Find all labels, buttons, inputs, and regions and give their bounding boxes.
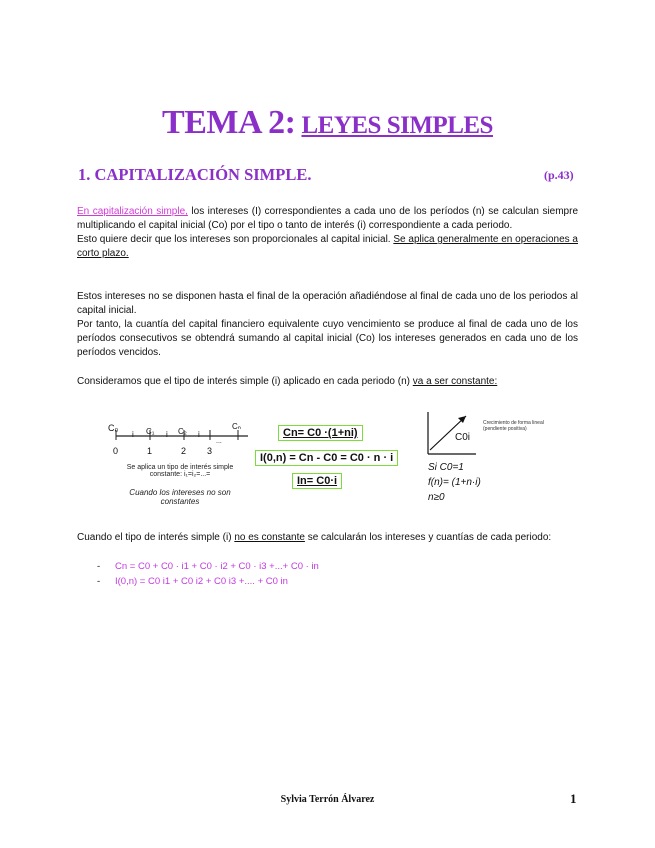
bullet-cn-text: Cn = C0 + C0 · i1 + C0 · i2 + C0 · i3 +...+ C0 · in <box>115 561 319 572</box>
constant-underlined: va a ser constante: <box>412 376 498 387</box>
tick-label-2: 2 <box>181 446 187 456</box>
interest-text-b: Por tanto, la cuantía del capital financiero equivalente cuyo vencimiento se produce al final de cada uno de los períodos consecutivos se obtendrá sumando al capital inicial (Co) los intereses generados en cada uno de los períodos vencidos. <box>77 319 578 358</box>
bullet-interest <box>97 576 288 587</box>
tick-label-0: 0 <box>113 446 119 456</box>
title-main: TEMA 2: <box>162 104 296 141</box>
label-c2: C₂ <box>178 427 187 436</box>
paragraph-variable <box>77 531 578 545</box>
bullet-cn <box>97 561 319 572</box>
constant-text: Consideramos que el tipo de interés simple (i) aplicado en cada periodo (n) <box>77 376 413 387</box>
condition-n: n≥0 <box>428 492 445 503</box>
graph-note: Crecimiento de forma lineal (pendiente positiva) <box>483 420 544 432</box>
bullet-dash: - <box>97 576 101 587</box>
definition-underlined: Se aplica generalmente en operaciones a corto plazo. <box>77 234 578 259</box>
footer-author: Sylvia Terrón Álvarez <box>280 794 375 805</box>
section-heading: 1. CAPITALIZACIÓN SIMPLE. <box>78 165 312 184</box>
definition-link[interactable]: En capitalización simple, <box>77 206 188 217</box>
label-i-3: i <box>198 430 200 439</box>
title-sub: LEYES SIMPLES <box>301 112 493 139</box>
label-dots: ... <box>216 438 222 445</box>
variable-underlined: no es constante <box>234 532 305 543</box>
formula-interest-total: I(0,n) = Cn - C0 = C0 · n · i <box>255 450 398 466</box>
bullet-dash: - <box>97 561 101 572</box>
page-number: 1 <box>570 791 577 806</box>
graph-label: C0i <box>455 432 471 443</box>
page-reference: (p.43) <box>544 168 574 182</box>
note-not-constant: Cuando los intereses no son constantes <box>129 488 231 506</box>
paragraph-constant <box>77 375 578 389</box>
label-c1: C₁ <box>146 427 155 436</box>
condition-fn: f(n)= (1+n·i) <box>428 477 481 488</box>
variable-text-b: se calcularán los intereses y cuantías de cada periodo: <box>304 532 552 543</box>
label-i-2: i <box>166 430 168 439</box>
definition-text: los intereses (I) correspondientes a cada uno de los períodos (n) se calculan siempre multiplicando el capital inicial (Co) por el tipo o tanto de interés (i) correspondiente a cada periodo. <box>77 206 579 231</box>
condition-c0: Si C0=1 <box>428 462 464 473</box>
interest-text-a: Estos intereses no se disponen hasta el final de la operación añadiéndose al final de cada uno de los periodos al capital inicial. <box>77 291 578 316</box>
tick-label-3: 3 <box>207 446 213 456</box>
bullet-interest-text: I(0,n) = C0 i1 + C0 i2 + C0 i3 +.... + C0 in <box>115 576 288 587</box>
note-constant: Se aplica un tipo de interés simple constante: i₁=i₂=...= <box>126 464 234 478</box>
page-title <box>0 104 655 142</box>
timeline-diagram <box>100 408 260 468</box>
paragraph-definition <box>77 205 578 261</box>
paragraph-interest <box>77 290 578 360</box>
variable-text-a: Cuando el tipo de interés simple (i) <box>77 532 235 543</box>
label-c0: C₀ <box>108 423 119 433</box>
label-i-1: i <box>132 430 134 439</box>
linear-graph <box>420 410 480 458</box>
tick-label-1: 1 <box>147 446 153 456</box>
formula-cn: Cn= C0 ·(1+ni) <box>278 425 363 441</box>
label-cn: Cₙ <box>232 422 241 431</box>
formula-in: In= C0·i <box>292 473 342 489</box>
definition-text2: Esto quiere decir que los intereses son proporcionales al capital inicial. <box>77 234 394 245</box>
